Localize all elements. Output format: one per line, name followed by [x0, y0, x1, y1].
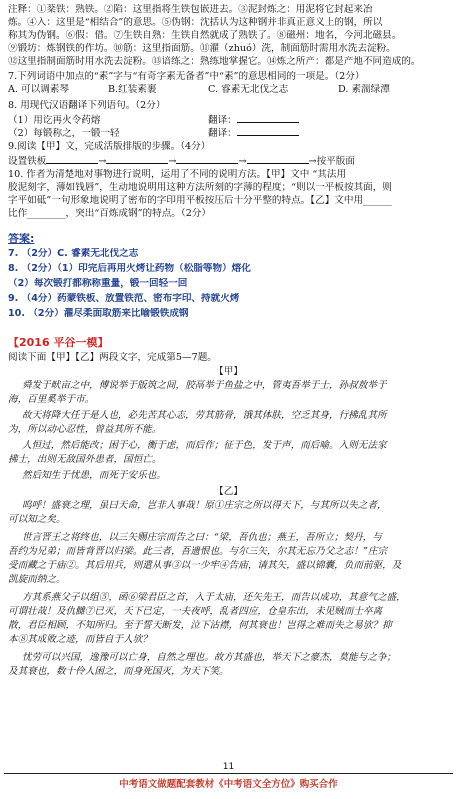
arrow-icon: → [308, 156, 317, 167]
note-line: ⑨锻坊：炼钢铁的作坊。⑩筋：这里指面筋。⑪濯（zhuó）洗，制面筋时需用水洗去淀粉。 [8, 43, 396, 54]
question-7-options [8, 84, 451, 95]
question-10-line: 字平如砥”一句形象地说明了密布的字印用平板按压后十分平整的特点。【乙】文中用______ [8, 195, 392, 206]
question-9-stem: 9.阅读【甲】文，完成活版排版的步骤。（4分） [8, 141, 211, 152]
flow-blank[interactable] [176, 154, 238, 164]
arrow-icon: → [168, 156, 177, 167]
section-instruction: 阅读下面【甲】【乙】两段文字，完成第5—7题。 [8, 352, 217, 363]
page-number: 11 [222, 762, 235, 772]
passage-yi-line: 可以知之矣。 [8, 514, 66, 525]
flow-blank[interactable] [106, 154, 168, 164]
passage-yi-line: 世言晋王之将终也，以三矢赐庄宗而告之曰：“梁，吾仇也；燕王，吾所立；契丹，与 [22, 532, 382, 543]
answer-item: 9. （4分）药蒙铁板、放置铁范、密布字印、持就火烤 [8, 293, 240, 304]
passage-yi-line: 吾约为兄弟；而皆背晋以归梁。此三者，吾遗恨也。与尔三矢，尔其无忘乃父之志！”庄宗 [8, 546, 388, 557]
question-8-stem: 8. 用现代汉语翻译下列语句。（2分） [8, 100, 166, 111]
answers-heading: 答案: [8, 233, 35, 244]
question-9-flow: 设置铁板 → → → →按平版面 [8, 156, 355, 167]
passage-yi-line: 散，君臣相顾，不知所归。至于誓天断发，泣下沾襟，何其衰也！岂得之难而失之易欤？抑 [8, 620, 392, 631]
option-a: A. 可以调素琴 [8, 84, 69, 95]
option-c: C. 睿素无北伐之志 [208, 84, 289, 95]
passage-yi-line: 凯旋而纳之。 [8, 574, 66, 585]
question-10-line: 比作________，突出“百炼成钢”的特点。（2分） [8, 208, 211, 219]
note-line: ⑫这里指制面筋时用水洗去淀粉。⑬谙练之：熟练地掌握它。⑭炼之所产：都是产地不同造成的。 [8, 56, 421, 67]
footer-divider [4, 773, 453, 774]
answer-item: （2）每次锻打都称称重量，锻一回轻一回 [8, 278, 188, 289]
arrow-icon: → [238, 156, 247, 167]
answer-item: 8. （2分）（1）印完后再用火烤让药物（松脂等物）熔化 [8, 263, 251, 274]
passage-jia-line: 海，百里奚举于市。 [8, 394, 95, 405]
note-line: 炼。④入：这里是“相结合”的意思。⑤伪钢：沈括认为这种钢并非真正意义上的钢，所以 [8, 17, 383, 28]
answer-blank[interactable] [237, 126, 299, 136]
passage-jia-line: 为，所以动心忍性，曾益其所不能。 [8, 424, 162, 435]
passage-jia-line: 拂士，出则无敌国外患者，国恒亡。 [8, 454, 162, 465]
question-7-stem: 7.下列词语中加点的“素”字与“有奇字素无备者”中“素”的意思相同的一项是。（2分） [8, 71, 365, 82]
answer-blank[interactable] [237, 113, 299, 123]
passage-yi-line: 呜呼！盛衰之理，虽曰天命，岂非人事哉！原①庄宗之所以得天下，与其所以失之者， [22, 500, 387, 511]
option-b: B.红装素裹 [108, 84, 157, 95]
section-heading: 【2016 平谷一模】 [8, 337, 109, 348]
passage-yi-line: 受而藏之于庙②。其后用兵，则遣从事③以一少牢④告庙，请其矢，盛以锦囊，负而前驱，及 [8, 560, 402, 571]
passage-yi-tag: 【乙】 [214, 486, 243, 497]
passage-jia-line: 人恒过，然后能改；困于心，衡于虑，而后作；征于色，发于声，而后喻。入则无法家 [22, 440, 387, 451]
passage-jia-line: 舜发于畎亩之中，傅说举于版筑之间，胶鬲举于鱼盐之中，管夷吾举于士，孙叔敖举于 [22, 380, 387, 391]
passage-yi-line: 本⑧其成败之迹，而皆自于人欤？ [8, 634, 152, 645]
option-d: D. 素湍绿潭 [338, 84, 390, 95]
passage-yi-line: 可谓壮哉！及仇雠⑦已灭，天下已定，一夫夜呼，乱者四应，仓皇东出，未见贼而士卒离 [8, 606, 383, 617]
passage-yi-line: 及其衰也，数十伶人困之，而身死国灭，为天下笑。 [8, 666, 229, 677]
flow-blank[interactable] [46, 154, 98, 164]
passage-yi-line: 忧劳可以兴国，逸豫可以亡身，自然之理也。故方其盛也，举天下之豪杰，莫能与之争； [22, 652, 397, 663]
passage-jia-line: 然后知生于忧患，而死于安乐也。 [22, 470, 166, 481]
passage-yi-line: 方其系燕父子以组⑤，函⑥梁君臣之首，入于太庙，还矢先王，而告以成功，其意气之盛， [22, 592, 406, 603]
question-8-item-1: （1）用讫再火令药熔 翻译： [8, 113, 451, 126]
passage-jia-tag: 【甲】 [214, 366, 243, 377]
note-line: 注释：①棻铁：熟铁。②陷：这里指将生铁包嵌进去。③泥封炼之：用泥将它封起来冶 [8, 4, 373, 15]
question-10-line: 胶泥刻字，薄如钱唇”，生动地说明用这种方法所刻的字薄的程度；“则以一平板按其面，则 [8, 182, 392, 193]
arrow-icon: → [98, 156, 107, 167]
question-8-item-2: （2）每锻称之，一锻一轻 翻译： [8, 126, 451, 139]
answer-item: 7. （2分）C. 睿素无北伐之志 [8, 248, 139, 259]
footer-text: 中考语文做题配套教材《中考语文全方位》购买合作 [119, 779, 338, 790]
answer-item: 10. （2分）濯尽柔面取筋来比喻锻铁成钢 [8, 308, 189, 319]
note-line: 称其为伪钢。⑥假：借。⑦生铁自熟：生铁自然就成了熟铁了。⑧磁州：地名，今河北磁县。 [8, 30, 402, 41]
flow-blank[interactable] [247, 154, 309, 164]
passage-jia-line: 故天将降大任于是人也，必先苦其心志，劳其筋骨，饿其体肤，空乏其身，行拂乱其所 [22, 410, 387, 421]
question-10-line: 10. 作者为清楚地对事物进行说明，运用了不同的说明方法。【甲】文中 “其法用 [8, 169, 347, 180]
